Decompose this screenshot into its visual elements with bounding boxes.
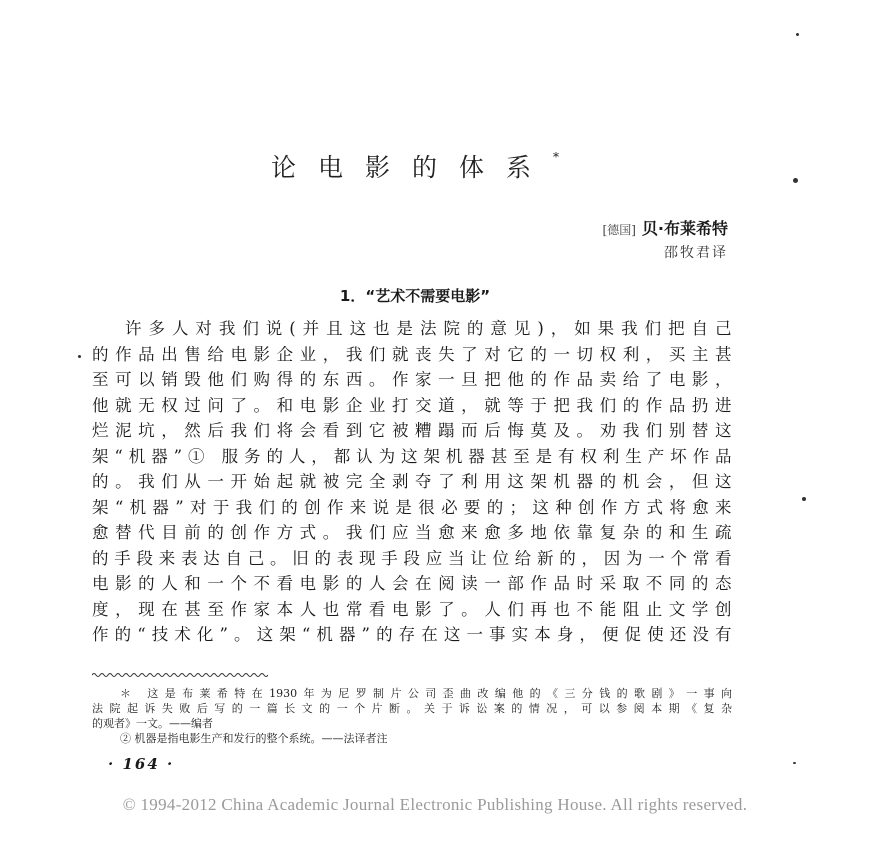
- footnote-line: 法院起诉失败后写的一篇长文的一个片断。关于诉讼案的情况，可以参阅本期《复杂: [92, 702, 732, 715]
- body-line: 作的“技术化”。这架“机器”的存在这一事实本身，便促使还没有: [92, 625, 732, 644]
- body-line: 的。我们从一开始起就被完全剥夺了利用这架机器的机会，但这: [92, 472, 732, 491]
- body-line: 的作品出售给电影企业，我们就丧失了对它的一切权利，买主甚: [92, 344, 732, 364]
- title-footnote-marker: *: [553, 149, 559, 164]
- scan-speck: [802, 497, 806, 501]
- body-line: 愈替代目前的创作方式。我们应当愈来愈多地依靠复杂的和生疏: [92, 523, 732, 542]
- author-name: 贝·布莱希特: [641, 219, 728, 238]
- body-line: 电影的人和一个不看电影的人会在阅读一部作品时采取不同的态: [92, 574, 732, 593]
- body-text: [92, 316, 732, 648]
- body-line: 架“机器”① 服务的人，都认为这架机器甚至是有权利生产坏作品: [92, 446, 732, 466]
- body-line: 许多人对我们说(并且这也是法院的意见)，如果我们把自己: [125, 319, 732, 338]
- copyright-notice: © 1994-2012 China Academic Journal Electronic Publishing House. All rights reserved.: [122, 795, 748, 814]
- scan-speck: [793, 762, 796, 764]
- section-heading: 1．“艺术不需要电影”: [339, 287, 491, 305]
- body-line: 至可以销毁他们购得的东西。作家一旦把他的作品卖给了电影，: [92, 370, 732, 389]
- article-title-text: 论电影的体系: [270, 153, 553, 182]
- scan-speck: [793, 178, 798, 183]
- footnote-line: ② 机器是指电影生产和发行的整个系统。——法译者注: [120, 732, 388, 745]
- body-line: 的手段来表达自己。旧的表现手段应当让位给新的，因为一个常看: [92, 548, 732, 568]
- footnote-line: 的观者》一文。——编者: [92, 717, 213, 730]
- page-number: · 164 ·: [108, 755, 175, 773]
- footnote-divider: [92, 672, 268, 678]
- author-nationality: [德国]: [602, 223, 636, 237]
- body-line: 他就无权过问了。和电影企业打交道，就等于把我们的作品扔进: [92, 395, 732, 415]
- translator-credit: 邵牧君译: [664, 245, 728, 261]
- body-line: 架“机器”对于我们的创作来说是很必要的；这种创作方式将愈来: [92, 497, 732, 517]
- footnote-line: ＊ 这是布莱希特在1930年为尼罗制片公司歪曲改编他的《三分钱的歌剧》一事向: [120, 687, 732, 700]
- author-byline: [603, 216, 728, 239]
- scan-speck: [796, 33, 799, 36]
- body-line: 度，现在甚至作家本人也常看电影了。人们再也不能阻止文学创: [92, 599, 732, 619]
- scan-speck: [78, 355, 81, 358]
- article-title: [0, 148, 830, 184]
- body-line: 烂泥坑，然后我们将会看到它被糟蹋而后悔莫及。劝我们别替这: [92, 421, 732, 440]
- footnotes: [92, 686, 732, 746]
